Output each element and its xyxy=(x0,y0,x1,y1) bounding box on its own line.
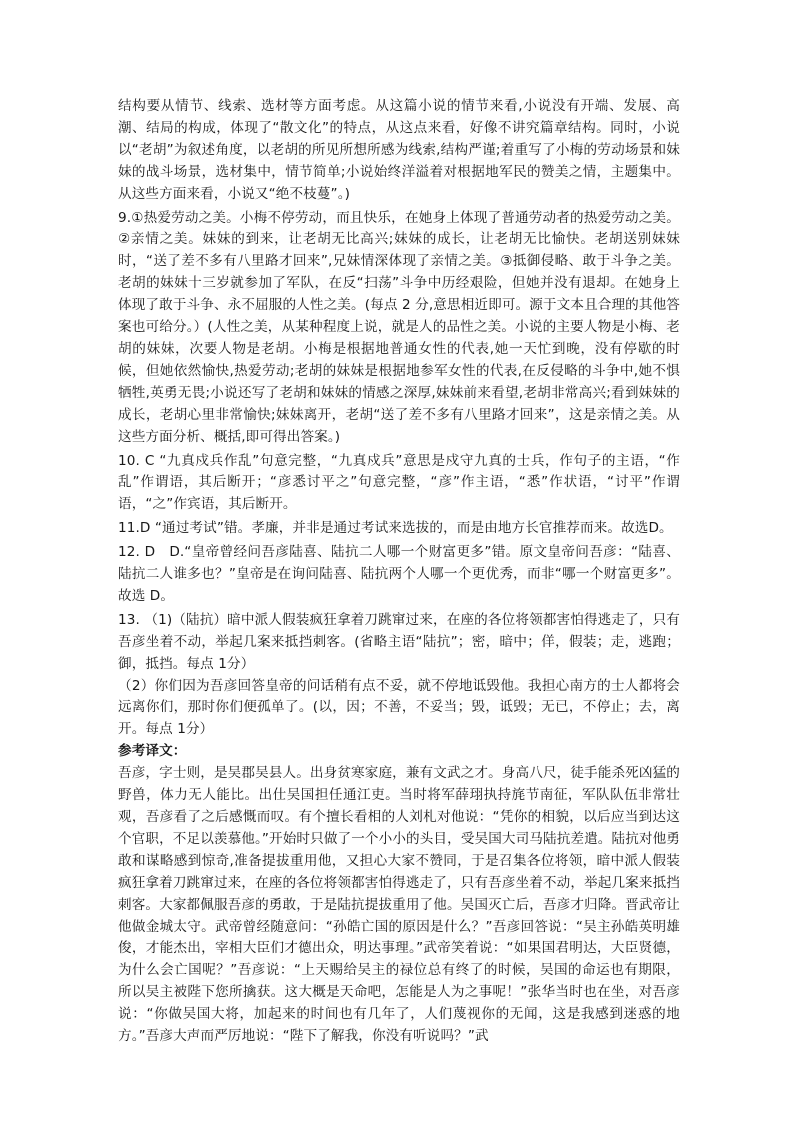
analysis-paragraph-structure: 结构要从情节、线索、选材等方面考虑。从这篇小说的情节来看,小说没有开端、发展、高潮、结局的构成，体现了“散文化”的特点，从这点来看，好像不讲究篇章结构。同时，小说以“老胡”为叙述角度，以老胡的所见所想所感为线索,结构严谨;着重写了小梅的劳动场景和妹妹的战斗场景，选材集中，情节简单;小说始终洋溢着对根据地军民的赞美之情，主题集中。从这些方面来看，小说又“绝不枝蔓”。) xyxy=(118,98,680,202)
answer-11: 11.D “通过考试”错。孝廉，并非是通过考试来选拔的，而是由地方长官推荐而来。故选D。 xyxy=(118,520,673,537)
answer-12: 12. D D.“皇帝曾经问吾彦陆喜、陆抗二人哪一个财富更多”错。原文皇帝问吾彦：“陆喜、陆抗二人谁多也？”皇帝是在询问陆喜、陆抗两个人哪一个更优秀，而非“哪一个财富更多”。故选 D。 xyxy=(118,544,680,604)
reference-translation-body: 吾彦，字士则，是吴郡吴县人。出身贫寒家庭，兼有文武之才。身高八尺，徒手能杀死凶猛的野兽，体力无人能比。出仕吴国担任通江吏。当时将军薛珝执持旄节南征，军队队伍非常壮观，吾彦看了之后感慨而叹。有个擅长看相的人刘札对他说：“凭你的相貌，以后应当到达这个官职，不足以羡慕他。”开始时只做了一个小小的头目，受吴国大司马陆抗差遣。陆抗对他勇敢和谋略感到惊奇,准备提拔重用他，又担心大家不赞同，于是召集各位将领，暗中派人假装疯狂拿着刀跳窜过来，在座的各位将领都害怕得逃走了，只有吾彦坐着不动，举起几案来抵挡刺客。大家都佩服吾彦的勇敢，于是陆抗提拔重用了他。吴国灭亡后，吾彦才归降。晋武帝让他做金城太守。武帝曾经随意问：“孙皓亡国的原因是什么？”吾彦回答说：“吴主孙皓英明雄俊，才能杰出，宰相大臣们才德出众，明达事理。”武帝笑着说：“如果国君明达，大臣贤德，为什么会亡国呢？”吾彦说：“上天赐给吴主的禄位总有终了的时候，吴国的命运也有期限，所以吴主被陛下您所擒获。这大概是天命吧，怎能是人为之事呢！”张华当时也在坐，对吾彦说：“你做吴国大将，加起来的时间也有几年了，人们蔑视你的无闻，这是我感到迷惑的地方。”吾彦大声而严厉地说：“陛下了解我，你没有听说吗？”武 xyxy=(118,765,680,1045)
reference-translation-heading: 参考译文： xyxy=(118,743,187,760)
answer-13-part-1: 13. （1)（陆抗）暗中派人假装疯狂拿着刀跳窜过来，在座的各位将领都害怕得逃走了，只有吾彦坐着不动，举起几案来抵挡刺客。(省略主语“陆抗”；密，暗中；佯，假装；走，逃跑；御，抵挡。每点 1分） xyxy=(118,611,680,672)
answer-9: 9.①热爱劳动之美。小梅不停劳动，而且快乐，在她身上体现了普通劳动者的热爱劳动之美。②亲情之美。妹妹的到来，让老胡无比高兴;妹妹的成长，让老胡无比愉快。老胡送别妹妹时，“送了差不多有八里路才回来”,兄妹情深体现了亲情之美。③抵御侵略、敢于斗争之美。老胡的妹妹十三岁就参加了军队，在反“扫荡”斗争中历经艰险，但她并没有退却。在她身上体现了敢于斗争、永不屈服的人性之美。(每点 2 分,意思相近即可。源于文本且合理的其他答案也可给分。）(人性之美，从某种程度上说，就是人的品性之美。小说的主要人物是小梅、老胡的妹妹，次要人物是老胡。小梅是根据地普通女性的代表,她一天忙到晚，没有停歇的时候，但她依然愉快,热爱劳动;老胡的妹妹是根据地参军女性的代表,在反侵略的斗争中,她不惧牺牲,英勇无畏;小说还写了老胡和妹妹的情感之深厚,妹妹前来看望,老胡非常高兴;看到妹妹的成长，老胡心里非常愉快;妹妹离开，老胡“送了差不多有八里路才回来”，这是亲情之美。从这些方面分析、概括,即可得出答案。) xyxy=(118,209,680,445)
answer-10: 10. C “九真戍兵作乱”句意完整，“九真戍兵”意思是戍守九真的士兵，作句子的主语，“作乱”作谓语，其后断开；“彦悉讨平之”句意完整，“彦”作主语，“悉”作状语，“讨平”作谓语，“之”作宾语，其后断开。 xyxy=(118,452,680,513)
answer-13-part-2: （2）你们因为吾彦回答皇帝的问话稍有点不妥，就不停地诋毁他。我担心南方的士人都将会远离你们，那时你们便孤单了。(以，因；不善，不妥当；毁，诋毁；无已，不停止；去，离开。每点 1分） xyxy=(118,677,680,738)
document-page xyxy=(118,96,680,1048)
